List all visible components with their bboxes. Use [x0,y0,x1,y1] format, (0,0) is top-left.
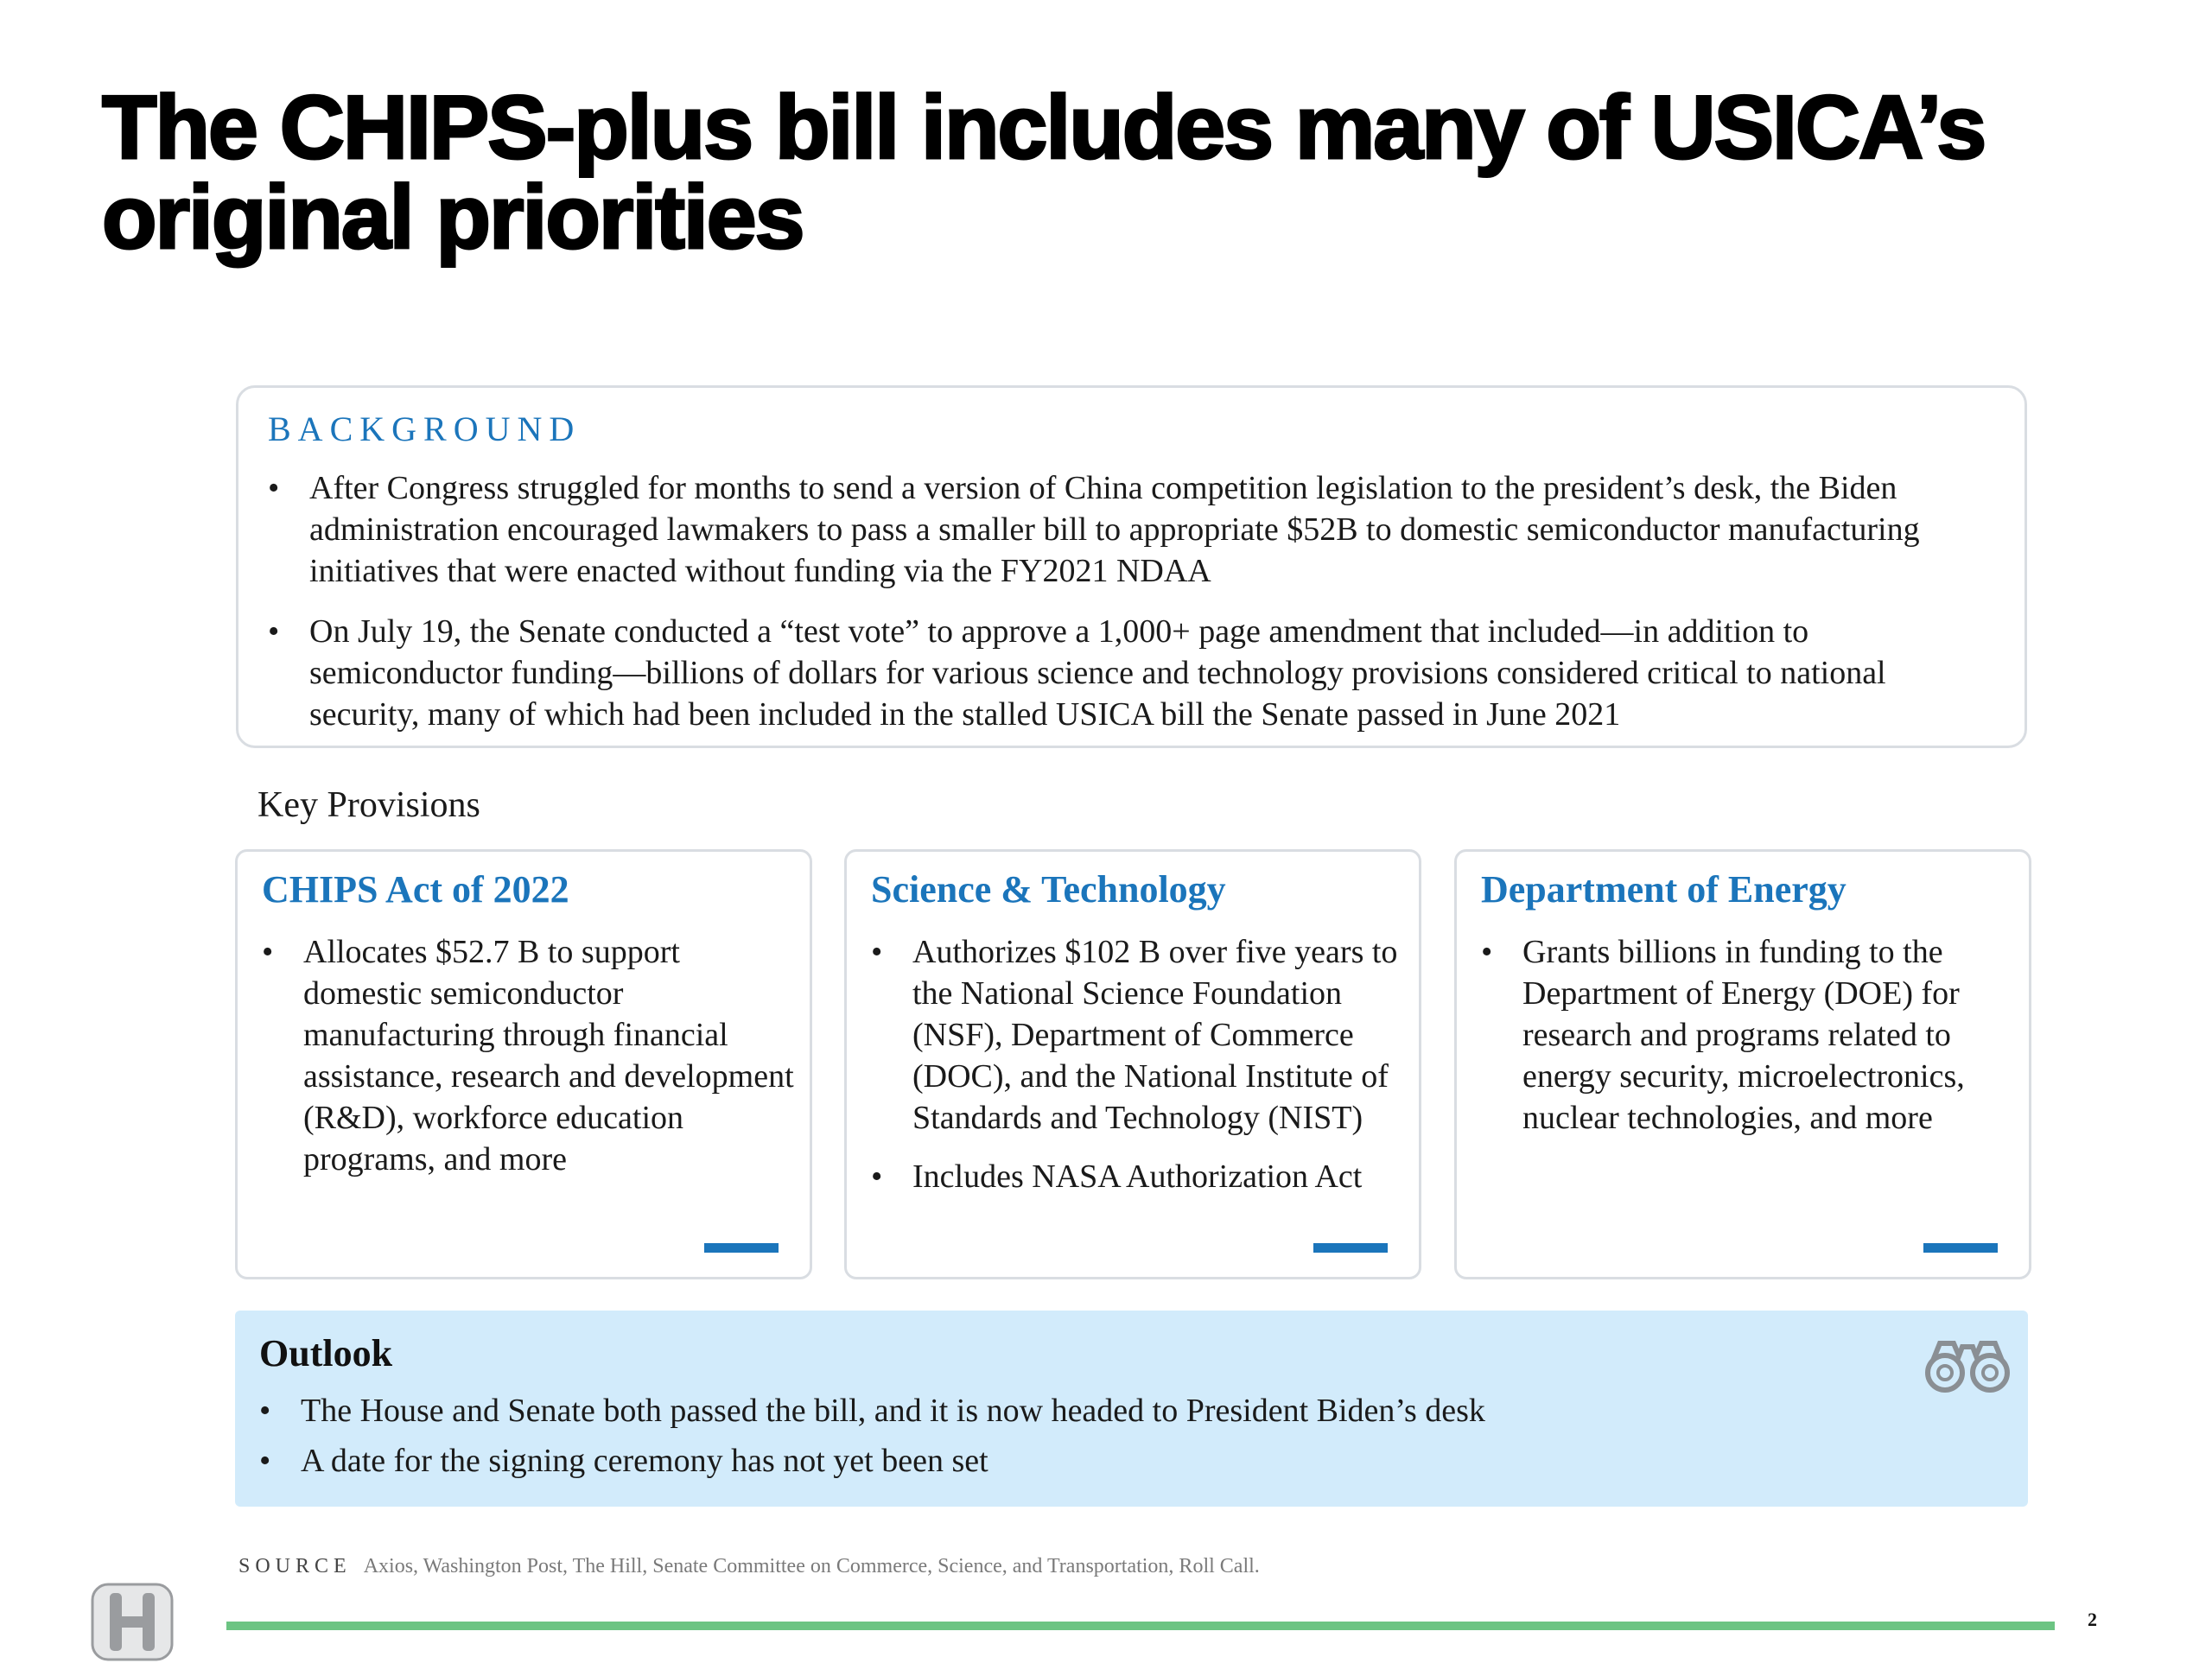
outlook-box [235,1311,2028,1507]
source-label: SOURCE [238,1555,352,1577]
card-chips-act [235,849,812,1279]
background-bullet: • On July 19, the Senate conducted a “test vote” to approve a 1,000+ page amendment that included—in addition to semiconductor funding—billions of dollars for various science and technology provisions considered critical to national security, many of which had been included in the stalled USICA bill the Senate passed in June 2021 [268,611,1996,735]
outlook-bullet: • The House and Senate both passed the bill, and it is now headed to President Biden’s desk [259,1390,1901,1431]
binoculars-icon [1923,1335,2012,1395]
background-bullet: • After Congress struggled for months to send a version of China competition legislation to the president’s desk, the Biden administration encouraged lawmakers to pass a smaller bill to appropriate $52B to domestic semiconductor manufacturing initiatives that were enacted without funding via the FY2021 NDAA [268,467,1996,592]
background-box [236,385,2027,748]
page-number: 2 [2088,1609,2097,1630]
card-list [262,931,798,1180]
h-logo-icon [89,1581,175,1663]
card-list [1481,931,2017,1139]
card-title: CHIPS Act of 2022 [262,868,569,911]
card-accent-bar [1923,1243,1998,1253]
card-bullet: • Allocates $52.7 B to support domestic semiconductor manufacturing through financial assistance, research and development (R&D), workforce education programs, and more [262,931,798,1180]
footer-line [226,1622,2055,1630]
card-bullet: • Grants billions in funding to the Department of Energy (DOE) for research and programs related to energy security, microelectronics, nuclear technologies, and more [1481,931,2017,1139]
card-accent-bar [704,1243,779,1253]
outlook-list [259,1390,1901,1490]
card-accent-bar [1313,1243,1388,1253]
card-bullet: • Includes NASA Authorization Act [871,1156,1407,1197]
card-list [871,931,1407,1197]
source-text: Axios, Washington Post, The Hill, Senate Committee on Commerce, Science, and Transportation, Roll Call. [363,1555,1260,1577]
page-title: The CHIPS-plus bill includes many of USICA’s original priorities [102,78,1986,268]
card-title: Department of Energy [1481,868,1847,911]
background-heading: BACKGROUND [268,409,582,448]
outlook-title: Outlook [259,1332,393,1374]
card-science-technology [844,849,1421,1279]
card-department-of-energy [1454,849,2031,1279]
outlook-bullet: • A date for the signing ceremony has not yet been set [259,1440,1901,1482]
card-bullet: • Authorizes $102 B over five years to the National Science Foundation (NSF), Department of Commerce (DOC), and the National Institute of Standards and Technology (NIST) [871,931,1407,1139]
source-note [238,1555,1260,1578]
background-list [268,467,1996,754]
key-provisions-label: Key Provisions [257,785,480,825]
card-title: Science & Technology [871,868,1226,911]
